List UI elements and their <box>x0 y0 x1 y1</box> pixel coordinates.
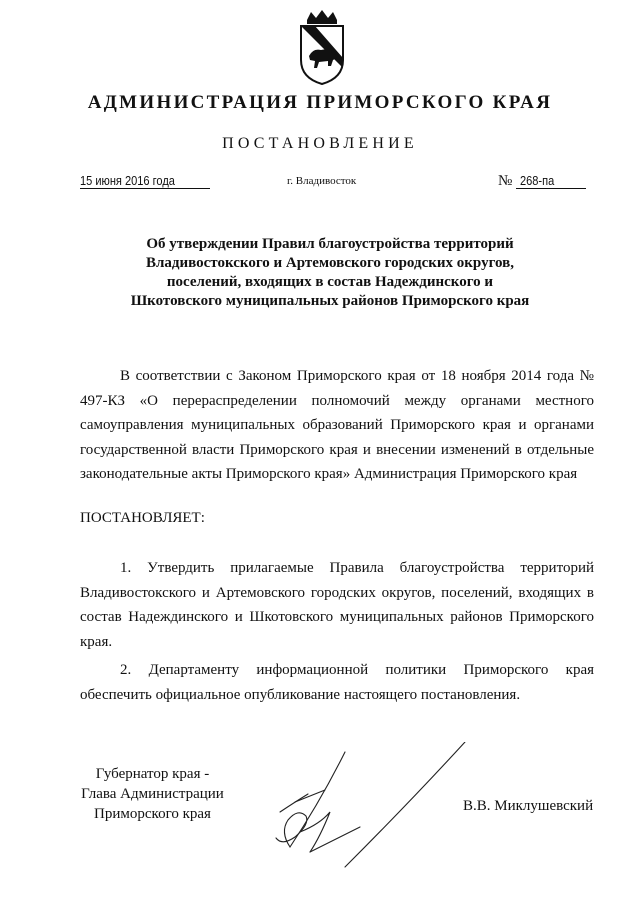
organization-name: АДМИНИСТРАЦИЯ ПРИМОРСКОГО КРАЯ <box>87 92 553 113</box>
document-number-field <box>516 173 586 189</box>
document-subject <box>80 235 580 311</box>
decree-item-2: 2. Департаменту информационной политики Приморского края обеспечить официальное опубликование настоящего постановления. <box>80 662 594 703</box>
document-type: ПОСТАНОВЛЕНИЕ <box>222 135 418 152</box>
document-date: 15 июня 2016 года <box>80 173 175 188</box>
number-sign: № <box>498 173 513 189</box>
signatory-title-line: Приморского края <box>94 806 211 822</box>
coat-of-arms-icon <box>297 8 347 86</box>
decree-word: ПОСТАНОВЛЯЕТ: <box>80 510 205 526</box>
document-city: г. Владивосток <box>287 175 357 187</box>
subject-line: Шкотовского муниципальных районов Приморского края <box>130 293 530 309</box>
decree-item-1: 1. Утвердить прилагаемые Правила благоустройства территорий Владивостокского и Артемовского городских округов, поселений, входящих в состав Надеждинского и Шкотовского муниципальных районов Приморского края. <box>80 560 594 650</box>
signatory-title-line: Губернатор края - <box>95 766 210 782</box>
subject-line: Владивостокского и Артемовского городских округов, <box>146 255 514 271</box>
signatory-title-line: Глава Администрации <box>81 786 224 802</box>
subject-line: поселений, входящих в состав Надеждинского и <box>166 274 494 290</box>
document-number: 268-па <box>520 173 555 188</box>
preamble-paragraph: В соответствии с Законом Приморского края от 18 ноября 2014 года № 497-КЗ «О перераспределении полномочий между органами местного самоуправления муниципальных образований Приморского края и органами государственной власти Приморского края и внесении изменений в отдельные законодательные акты Приморского края» Администрация Приморского края <box>80 368 594 482</box>
handwritten-signature <box>250 742 480 872</box>
subject-line: Об утверждении Правил благоустройства территорий <box>146 236 514 252</box>
signatory-name: В.В. Миклушевский <box>463 798 594 814</box>
signatory-title <box>60 764 245 824</box>
document-date-field <box>80 173 210 189</box>
